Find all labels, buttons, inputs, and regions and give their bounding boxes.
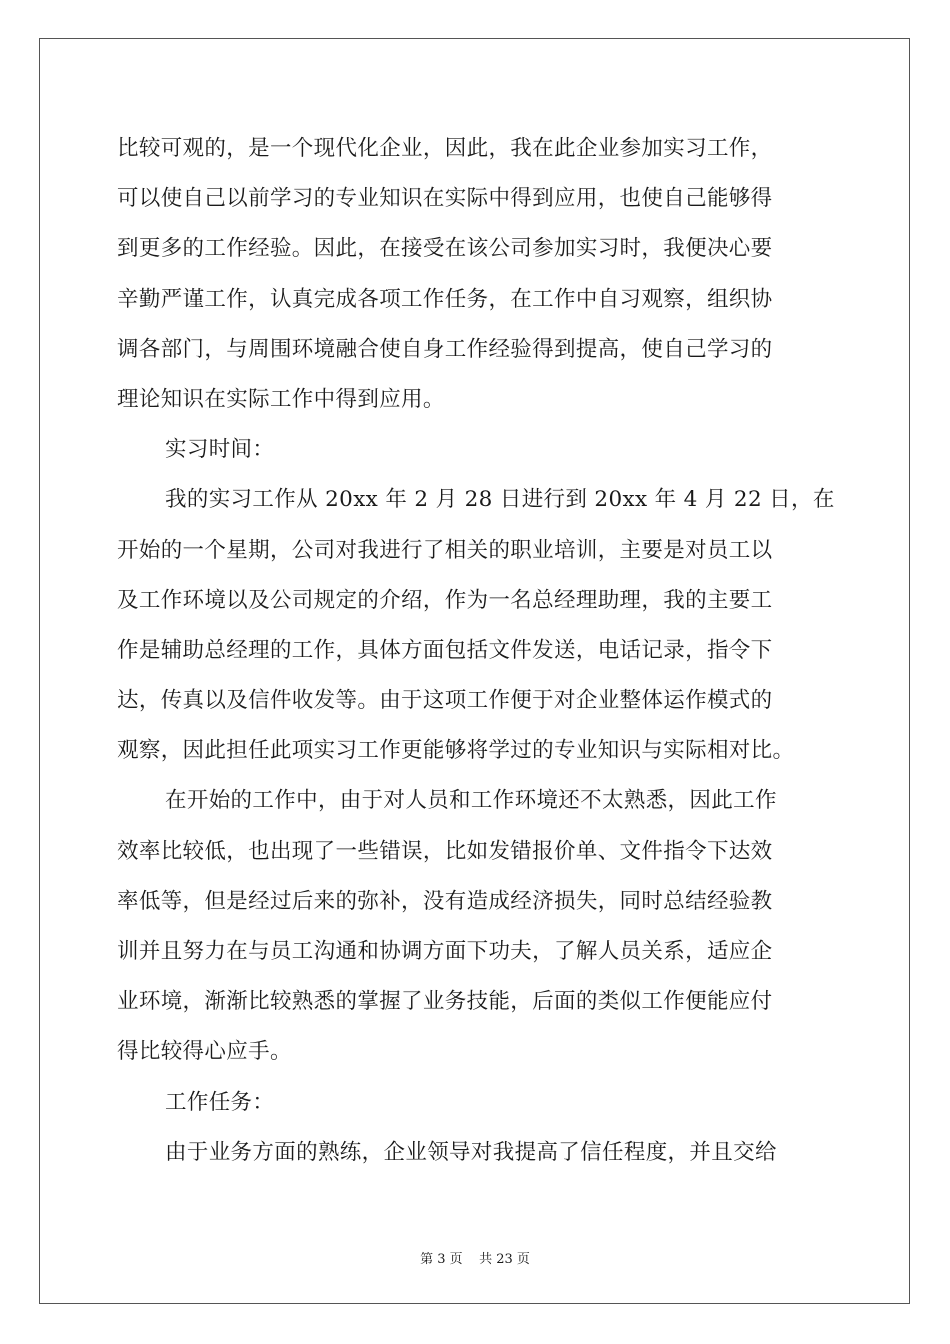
paragraph-start-line: 在开始的工作中，由于对人员和工作环境还不太熟悉，因此工作 — [165, 788, 777, 814]
text-line: 调各部门，与周围环境融合使自身工作经验得到提高，使自己学习的 — [117, 336, 773, 362]
page-number-footer: 第 3 页 共 23 页 — [420, 1252, 530, 1267]
text-line: 达，传真以及信件收发等。由于这项工作便于对企业整体运作模式的 — [117, 688, 773, 714]
text-line: 可以使自己以前学习的专业知识在实际中得到应用，也使自己能够得 — [117, 186, 773, 212]
text-line: 理论知识在实际工作中得到应用。 — [117, 386, 445, 412]
section-heading-work-tasks: 工作任务： — [165, 1089, 275, 1115]
text-line: 到更多的工作经验。因此，在接受在该公司参加实习时，我便决心要 — [117, 236, 773, 262]
text-line: 开始的一个星期，公司对我进行了相关的职业培训，主要是对员工以 — [117, 537, 773, 563]
text-line: 及工作环境以及公司规定的介绍，作为一名总经理助理，我的主要工 — [117, 587, 773, 613]
text-line: 得比较得心应手。 — [117, 1039, 292, 1065]
text-line: 训并且努力在与员工沟通和协调方面下功夫，了解人员关系，适应企 — [117, 939, 773, 964]
section-heading-internship-time: 实习时间： — [165, 437, 275, 463]
text-line: 观察，因此担任此项实习工作更能够将学过的专业知识与实际相对比。 — [117, 738, 795, 764]
document-body — [117, 124, 833, 1178]
text-line: 辛勤严谨工作，认真完成各项工作任务，在工作中自习观察，组织协 — [117, 286, 773, 312]
text-line: 作是辅助总经理的工作，具体方面包括文件发送，电话记录，指令下 — [117, 637, 773, 663]
text-line: 业环境，渐渐比较熟悉的掌握了业务技能，后面的类似工作便能应付 — [117, 989, 773, 1015]
text-line: 率低等，但是经过后来的弥补，没有造成经济损失，同时总结经验教 — [117, 888, 773, 914]
paragraph-start-line: 我的实习工作从 20xx 年 2 月 28 日进行到 20xx 年 4 月 22 日，在 — [165, 487, 835, 513]
text-line: 效率比较低，也出现了一些错误，比如发错报价单、文件指令下达效 — [117, 838, 773, 864]
text-line: 比较可观的，是一个现代化企业，因此，我在此企业参加实习工作， — [117, 136, 773, 161]
paragraph-start-line: 由于业务方面的熟练，企业领导对我提高了信任程度，并且交给 — [165, 1139, 777, 1165]
